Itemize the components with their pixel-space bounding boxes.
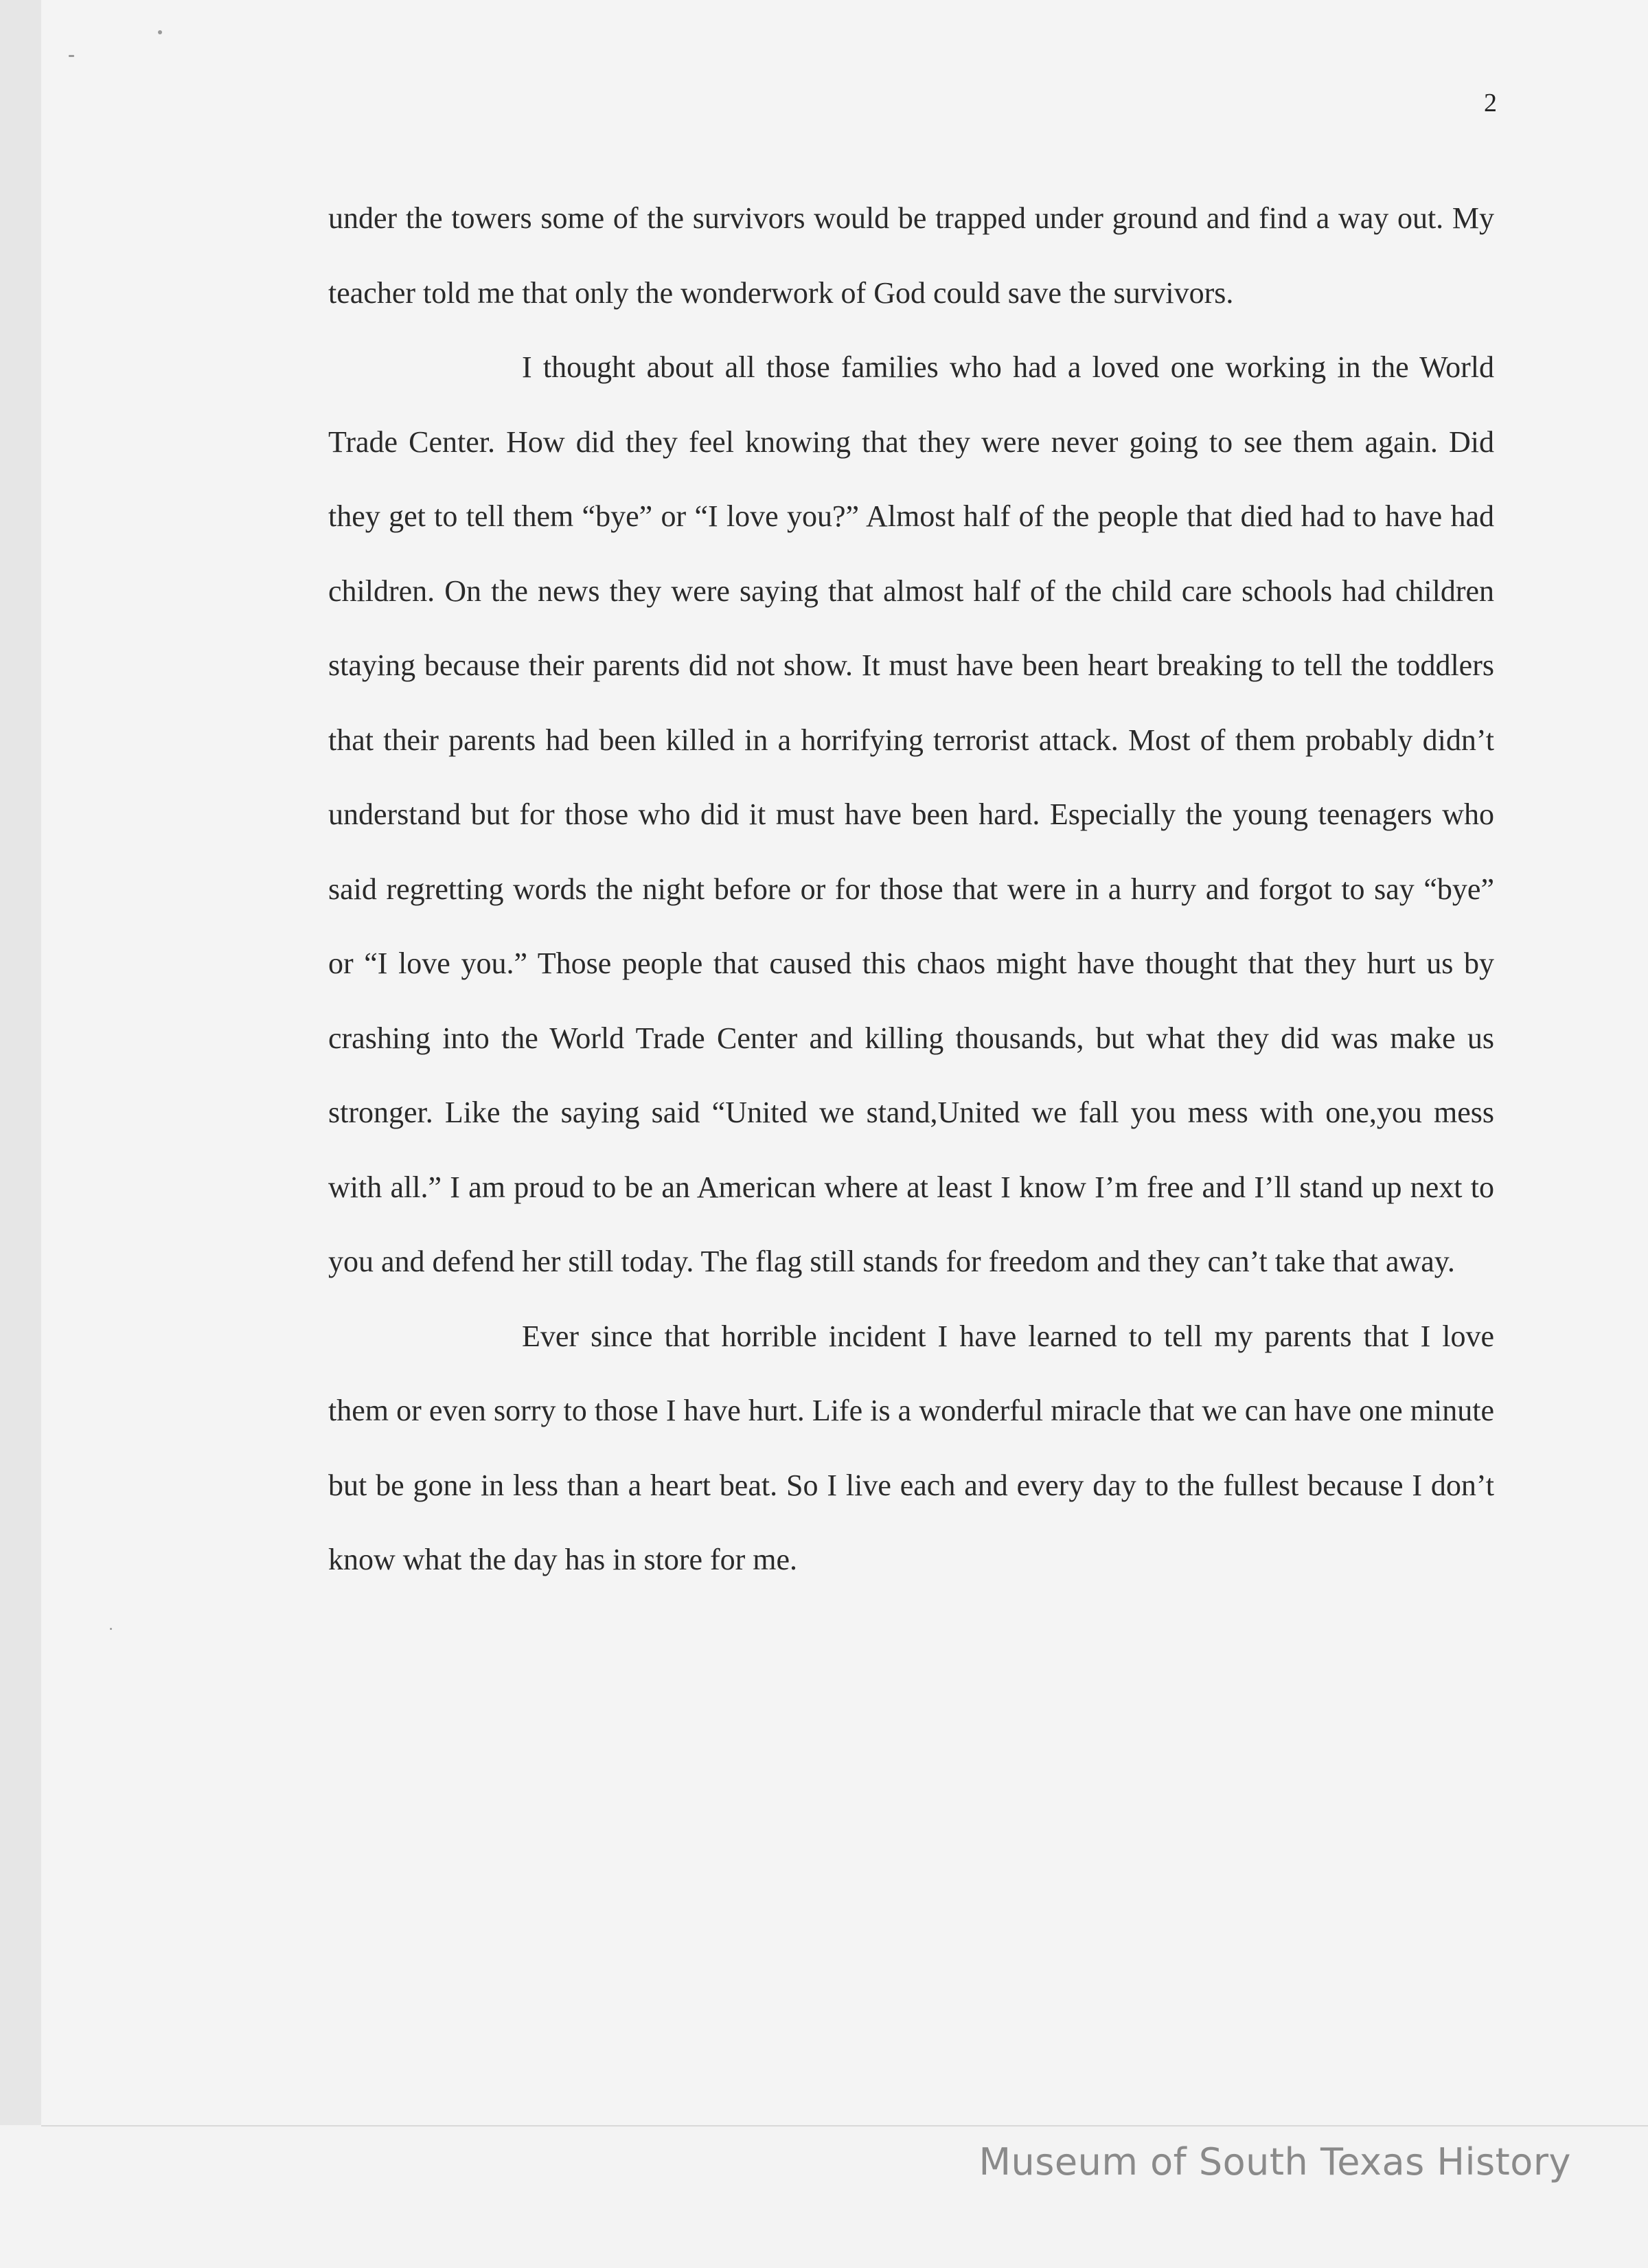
scan-edge-shadow (0, 0, 41, 2125)
paragraph: I thought about all those families who had a loved one working in the World Trade Center. How did they feel knowing that they were never going to see them again. Did they get to tell them “bye” or “I love you?” Almost half of the people that died had to have had children. On the news they were saying that almost half of the child care schools had children staying because their parents did not show. It must have been heart breaking to tell the toddlers that their parents had been killed in a horrifying terrorist attack. Most of them probably didn’t understand but for those who did it must have been hard. Especially the young teenagers who said regretting words the night before or for those that were in a hurry and forgot to say “bye” or “I love you.” Those people that caused this chaos might have thought that they hurt us by crashing into the World Trade Center and killing thousands, but what they did was make us stronger. Like the saying said “United we stand,United we fall you mess with one,you mess with all.” I am proud to be an American where at least I know I’m free and I’ll stand up next to you and defend her still today. The flag still stands for freedom and they can’t take that away. (328, 350, 1494, 1278)
paragraph: Ever since that horrible incident I have learned to tell my parents that I love them or even sorry to those I have hurt. Life is a wonderful miracle that we can have one minute but be gone in less than a heart beat. So I live each and every day to the fullest because I don’t know what the day has in store for me. (328, 1319, 1494, 1576)
scan-speck (110, 1628, 112, 1630)
scan-speck (69, 55, 74, 57)
document-page (41, 0, 1648, 2127)
paragraph-continuation: under the towers some of the survivors would be trapped under ground and find a way out. My teacher told me that only the wonderwork of God could save the survivors. (328, 201, 1494, 310)
scan-speck (158, 30, 162, 34)
page-number: 2 (1484, 89, 1497, 117)
museum-watermark: Museum of South Texas History (978, 2140, 1571, 2184)
essay-body (328, 181, 1494, 1598)
